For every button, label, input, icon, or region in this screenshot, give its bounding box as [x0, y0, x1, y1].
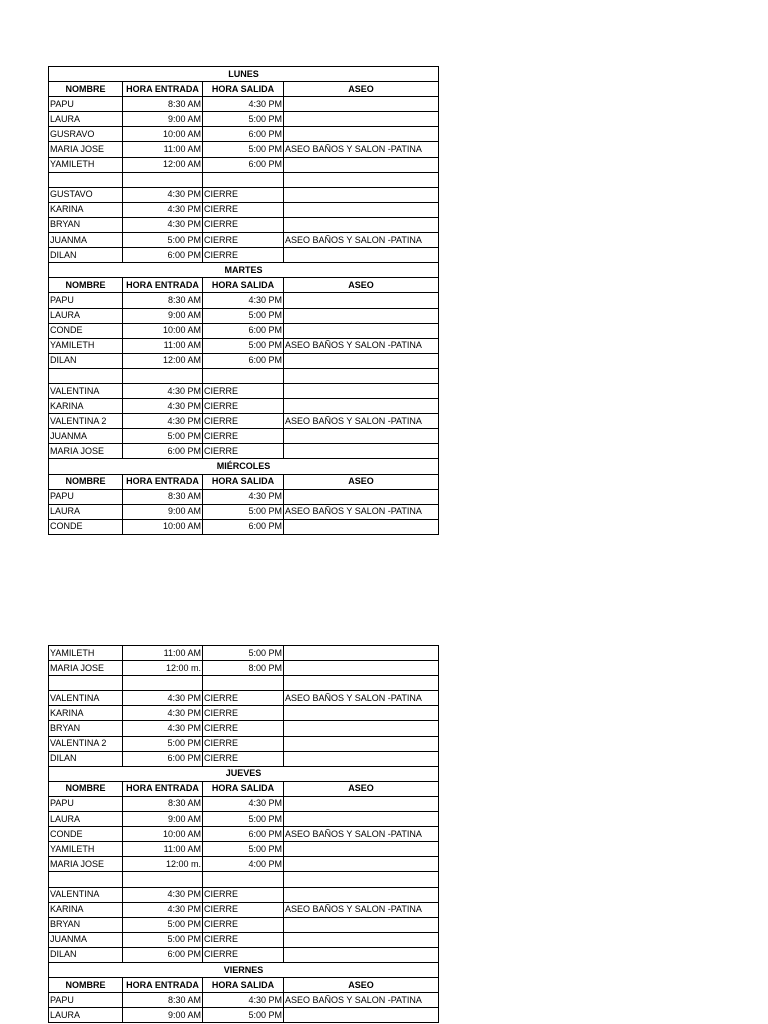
column-header-cleaning: ASEO: [284, 781, 439, 796]
day-heading-row: [49, 67, 439, 82]
column-header-name: NOMBRE: [49, 474, 123, 489]
cell-cleaning: [284, 368, 439, 383]
cell-entry-time: 8:30 AM: [123, 293, 203, 308]
cell-entry-time: 4:30 PM: [123, 721, 203, 736]
table-row: [49, 323, 439, 338]
cell-entry-time: 4:30 PM: [123, 217, 203, 232]
cell-exit-time: CIERRE: [203, 706, 284, 721]
cell-entry-time: 5:00 PM: [123, 233, 203, 248]
cell-exit-time: 5:00 PM: [203, 812, 284, 827]
table-row: [49, 751, 439, 766]
cell-name: LAURA: [49, 308, 123, 323]
cell-exit-time: 5:00 PM: [203, 1008, 284, 1023]
cell-entry-time: 5:00 PM: [123, 932, 203, 947]
cell-exit-time: CIERRE: [203, 721, 284, 736]
column-header-row: [49, 781, 439, 796]
day-heading: JUEVES: [49, 766, 439, 781]
cell-exit-time: CIERRE: [203, 187, 284, 202]
cell-name: [49, 676, 123, 691]
cell-cleaning: ASEO BAÑOS Y SALON -PATINA: [284, 233, 439, 248]
cell-name: KARINA: [49, 202, 123, 217]
column-header-cleaning: ASEO: [284, 278, 439, 293]
cell-entry-time: 9:00 AM: [123, 308, 203, 323]
table-row: [49, 293, 439, 308]
cell-exit-time: CIERRE: [203, 902, 284, 917]
cell-cleaning: [284, 127, 439, 142]
cell-exit-time: CIERRE: [203, 947, 284, 962]
cell-entry-time: [123, 172, 203, 187]
table-row: [49, 646, 439, 661]
column-header-entry-time: HORA ENTRADA: [123, 82, 203, 97]
cell-cleaning: [284, 706, 439, 721]
schedule-table-body: [49, 67, 439, 535]
cell-cleaning: [284, 248, 439, 263]
cell-entry-time: 6:00 PM: [123, 947, 203, 962]
cell-exit-time: 5:00 PM: [203, 308, 284, 323]
table-row: [49, 827, 439, 842]
column-header-cleaning: ASEO: [284, 474, 439, 489]
cell-entry-time: 9:00 AM: [123, 812, 203, 827]
table-row: [49, 112, 439, 127]
cell-entry-time: 4:30 PM: [123, 399, 203, 414]
cell-exit-time: 4:30 PM: [203, 293, 284, 308]
cell-cleaning: [284, 187, 439, 202]
table-row: [49, 383, 439, 398]
cell-entry-time: 10:00 AM: [123, 827, 203, 842]
table-row: [49, 368, 439, 383]
table-row: [49, 202, 439, 217]
cell-name: CONDE: [49, 827, 123, 842]
cell-name: YAMILETH: [49, 842, 123, 857]
table-row: [49, 353, 439, 368]
cell-exit-time: 6:00 PM: [203, 519, 284, 534]
table-row: [49, 399, 439, 414]
cell-entry-time: 4:30 PM: [123, 187, 203, 202]
table-row: [49, 414, 439, 429]
table-row: [49, 676, 439, 691]
cell-entry-time: 12:00 m.: [123, 661, 203, 676]
cell-cleaning: [284, 308, 439, 323]
table-row: [49, 857, 439, 872]
cell-name: PAPU: [49, 293, 123, 308]
column-header-exit-time: HORA SALIDA: [203, 82, 284, 97]
cell-entry-time: 4:30 PM: [123, 383, 203, 398]
schedule-table: [48, 66, 439, 535]
cell-exit-time: CIERRE: [203, 202, 284, 217]
cell-exit-time: [203, 872, 284, 887]
cell-cleaning: [284, 172, 439, 187]
cell-exit-time: CIERRE: [203, 233, 284, 248]
cell-entry-time: 5:00 PM: [123, 736, 203, 751]
column-header-exit-time: HORA SALIDA: [203, 474, 284, 489]
cell-exit-time: 5:00 PM: [203, 338, 284, 353]
cell-exit-time: 4:30 PM: [203, 489, 284, 504]
cell-cleaning: ASEO BAÑOS Y SALON -PATINA: [284, 902, 439, 917]
cell-cleaning: [284, 917, 439, 932]
table-row: [49, 444, 439, 459]
cell-name: KARINA: [49, 399, 123, 414]
cell-name: PAPU: [49, 993, 123, 1008]
cell-name: BRYAN: [49, 917, 123, 932]
cell-name: VALENTINA: [49, 383, 123, 398]
table-row: [49, 812, 439, 827]
table-row: [49, 887, 439, 902]
day-heading-row: [49, 766, 439, 781]
cell-entry-time: 5:00 PM: [123, 429, 203, 444]
cell-name: MARIA JOSE: [49, 142, 123, 157]
cell-name: JUANMA: [49, 429, 123, 444]
cell-entry-time: 8:30 AM: [123, 993, 203, 1008]
cell-exit-time: 6:00 PM: [203, 127, 284, 142]
table-row: [49, 338, 439, 353]
cell-name: MARIA JOSE: [49, 857, 123, 872]
table-row: [49, 172, 439, 187]
column-header-entry-time: HORA ENTRADA: [123, 278, 203, 293]
cell-cleaning: [284, 736, 439, 751]
cell-name: VALENTINA 2: [49, 736, 123, 751]
day-heading: LUNES: [49, 67, 439, 82]
cell-exit-time: CIERRE: [203, 691, 284, 706]
table-row: [49, 308, 439, 323]
cell-entry-time: 8:30 AM: [123, 796, 203, 811]
table-row: [49, 233, 439, 248]
column-header-entry-time: HORA ENTRADA: [123, 978, 203, 993]
cell-exit-time: CIERRE: [203, 414, 284, 429]
cell-cleaning: [284, 932, 439, 947]
cell-name: GUSRAVO: [49, 127, 123, 142]
cell-name: DILAN: [49, 248, 123, 263]
cell-cleaning: [284, 676, 439, 691]
cell-entry-time: 9:00 AM: [123, 1008, 203, 1023]
table-row: [49, 429, 439, 444]
cell-exit-time: 4:30 PM: [203, 796, 284, 811]
cell-cleaning: [284, 383, 439, 398]
cell-exit-time: 4:00 PM: [203, 857, 284, 872]
cell-entry-time: 12:00 m.: [123, 857, 203, 872]
schedule-page-1: [48, 66, 438, 535]
schedule-table-body: [49, 646, 439, 1023]
schedule-page-2: [48, 645, 438, 1023]
column-header-name: NOMBRE: [49, 978, 123, 993]
cell-name: MARIA JOSE: [49, 661, 123, 676]
cell-name: [49, 172, 123, 187]
cell-exit-time: CIERRE: [203, 399, 284, 414]
schedule-table: [48, 645, 439, 1023]
cell-name: LAURA: [49, 112, 123, 127]
cell-entry-time: 8:30 AM: [123, 489, 203, 504]
cell-name: VALENTINA: [49, 691, 123, 706]
table-row: [49, 248, 439, 263]
table-row: [49, 187, 439, 202]
column-header-row: [49, 978, 439, 993]
cell-exit-time: 5:00 PM: [203, 142, 284, 157]
day-heading-row: [49, 263, 439, 278]
cell-entry-time: 4:30 PM: [123, 902, 203, 917]
cell-entry-time: [123, 872, 203, 887]
cell-cleaning: [284, 751, 439, 766]
cell-exit-time: 6:00 PM: [203, 323, 284, 338]
cell-cleaning: [284, 157, 439, 172]
cell-entry-time: 11:00 AM: [123, 338, 203, 353]
day-heading: MARTES: [49, 263, 439, 278]
column-header-cleaning: ASEO: [284, 82, 439, 97]
cell-name: [49, 872, 123, 887]
cell-name: YAMILETH: [49, 338, 123, 353]
cell-cleaning: [284, 112, 439, 127]
cell-entry-time: 6:00 PM: [123, 248, 203, 263]
cell-cleaning: [284, 646, 439, 661]
cell-cleaning: [284, 947, 439, 962]
cell-exit-time: [203, 676, 284, 691]
cell-exit-time: 5:00 PM: [203, 646, 284, 661]
cell-name: [49, 368, 123, 383]
cell-name: LAURA: [49, 504, 123, 519]
cell-exit-time: [203, 368, 284, 383]
table-row: [49, 993, 439, 1008]
table-row: [49, 736, 439, 751]
table-row: [49, 157, 439, 172]
cell-name: YAMILETH: [49, 157, 123, 172]
cell-exit-time: CIERRE: [203, 736, 284, 751]
cell-entry-time: 12:00 AM: [123, 353, 203, 368]
table-row: [49, 796, 439, 811]
cell-cleaning: [284, 887, 439, 902]
cell-cleaning: ASEO BAÑOS Y SALON -PATINA: [284, 142, 439, 157]
column-header-exit-time: HORA SALIDA: [203, 781, 284, 796]
cell-cleaning: ASEO BAÑOS Y SALON -PATINA: [284, 691, 439, 706]
cell-entry-time: 11:00 AM: [123, 646, 203, 661]
cell-name: PAPU: [49, 489, 123, 504]
cell-name: VALENTINA: [49, 887, 123, 902]
cell-entry-time: 4:30 PM: [123, 887, 203, 902]
cell-cleaning: [284, 842, 439, 857]
column-header-exit-time: HORA SALIDA: [203, 278, 284, 293]
column-header-entry-time: HORA ENTRADA: [123, 474, 203, 489]
cell-cleaning: [284, 353, 439, 368]
cell-cleaning: [284, 519, 439, 534]
cell-exit-time: CIERRE: [203, 751, 284, 766]
cell-cleaning: ASEO BAÑOS Y SALON -PATINA: [284, 504, 439, 519]
column-header-entry-time: HORA ENTRADA: [123, 781, 203, 796]
table-row: [49, 872, 439, 887]
column-header-row: [49, 278, 439, 293]
cell-exit-time: 8:00 PM: [203, 661, 284, 676]
cell-entry-time: 9:00 AM: [123, 112, 203, 127]
table-row: [49, 917, 439, 932]
cell-cleaning: [284, 1008, 439, 1023]
cell-exit-time: 6:00 PM: [203, 827, 284, 842]
column-header-name: NOMBRE: [49, 781, 123, 796]
cell-cleaning: [284, 489, 439, 504]
table-row: [49, 489, 439, 504]
cell-entry-time: 4:30 PM: [123, 691, 203, 706]
cell-name: PAPU: [49, 97, 123, 112]
cell-exit-time: 6:00 PM: [203, 157, 284, 172]
cell-cleaning: [284, 721, 439, 736]
cell-name: KARINA: [49, 902, 123, 917]
table-row: [49, 691, 439, 706]
cell-name: MARIA JOSE: [49, 444, 123, 459]
cell-exit-time: CIERRE: [203, 444, 284, 459]
cell-exit-time: CIERRE: [203, 932, 284, 947]
table-row: [49, 661, 439, 676]
cell-exit-time: 5:00 PM: [203, 504, 284, 519]
cell-name: DILAN: [49, 751, 123, 766]
cell-cleaning: ASEO BAÑOS Y SALON -PATINA: [284, 827, 439, 842]
cell-entry-time: 11:00 AM: [123, 842, 203, 857]
cell-cleaning: ASEO BAÑOS Y SALON -PATINA: [284, 993, 439, 1008]
table-row: [49, 127, 439, 142]
column-header-name: NOMBRE: [49, 82, 123, 97]
cell-entry-time: 4:30 PM: [123, 706, 203, 721]
column-header-cleaning: ASEO: [284, 978, 439, 993]
cell-cleaning: [284, 444, 439, 459]
cell-entry-time: 4:30 PM: [123, 202, 203, 217]
column-header-exit-time: HORA SALIDA: [203, 978, 284, 993]
table-row: [49, 142, 439, 157]
cell-entry-time: 8:30 AM: [123, 97, 203, 112]
cell-name: LAURA: [49, 1008, 123, 1023]
column-header-row: [49, 82, 439, 97]
table-row: [49, 947, 439, 962]
cell-exit-time: 5:00 PM: [203, 112, 284, 127]
cell-name: DILAN: [49, 947, 123, 962]
cell-cleaning: [284, 399, 439, 414]
cell-cleaning: [284, 812, 439, 827]
cell-name: JUANMA: [49, 233, 123, 248]
cell-exit-time: CIERRE: [203, 887, 284, 902]
cell-name: DILAN: [49, 353, 123, 368]
cell-entry-time: [123, 676, 203, 691]
cell-entry-time: 10:00 AM: [123, 323, 203, 338]
cell-name: YAMILETH: [49, 646, 123, 661]
cell-cleaning: [284, 97, 439, 112]
cell-name: PAPU: [49, 796, 123, 811]
cell-name: KARINA: [49, 706, 123, 721]
cell-cleaning: [284, 217, 439, 232]
cell-name: GUSTAVO: [49, 187, 123, 202]
day-heading: VIERNES: [49, 962, 439, 977]
cell-exit-time: 4:30 PM: [203, 97, 284, 112]
table-row: [49, 217, 439, 232]
cell-exit-time: CIERRE: [203, 217, 284, 232]
cell-cleaning: [284, 796, 439, 811]
cell-exit-time: 6:00 PM: [203, 353, 284, 368]
cell-exit-time: 5:00 PM: [203, 842, 284, 857]
cell-cleaning: [284, 661, 439, 676]
cell-exit-time: 4:30 PM: [203, 993, 284, 1008]
day-heading-row: [49, 459, 439, 474]
cell-cleaning: ASEO BAÑOS Y SALON -PATINA: [284, 338, 439, 353]
cell-name: CONDE: [49, 519, 123, 534]
cell-cleaning: [284, 293, 439, 308]
table-row: [49, 932, 439, 947]
cell-exit-time: CIERRE: [203, 429, 284, 444]
table-row: [49, 842, 439, 857]
column-header-name: NOMBRE: [49, 278, 123, 293]
cell-name: CONDE: [49, 323, 123, 338]
cell-name: LAURA: [49, 812, 123, 827]
table-row: [49, 519, 439, 534]
cell-name: BRYAN: [49, 217, 123, 232]
table-row: [49, 721, 439, 736]
cell-entry-time: 10:00 AM: [123, 519, 203, 534]
table-row: [49, 902, 439, 917]
cell-exit-time: CIERRE: [203, 383, 284, 398]
cell-cleaning: [284, 872, 439, 887]
table-row: [49, 97, 439, 112]
cell-cleaning: [284, 857, 439, 872]
table-row: [49, 706, 439, 721]
column-header-row: [49, 474, 439, 489]
cell-exit-time: CIERRE: [203, 917, 284, 932]
cell-entry-time: 11:00 AM: [123, 142, 203, 157]
cell-exit-time: [203, 172, 284, 187]
cell-entry-time: 9:00 AM: [123, 504, 203, 519]
cell-entry-time: [123, 368, 203, 383]
cell-name: JUANMA: [49, 932, 123, 947]
cell-entry-time: 10:00 AM: [123, 127, 203, 142]
cell-entry-time: 12:00 AM: [123, 157, 203, 172]
table-row: [49, 504, 439, 519]
cell-entry-time: 6:00 PM: [123, 751, 203, 766]
cell-entry-time: 5:00 PM: [123, 917, 203, 932]
cell-exit-time: CIERRE: [203, 248, 284, 263]
cell-entry-time: 4:30 PM: [123, 414, 203, 429]
day-heading-row: [49, 962, 439, 977]
cell-name: BRYAN: [49, 721, 123, 736]
table-row: [49, 1008, 439, 1023]
cell-cleaning: ASEO BAÑOS Y SALON -PATINA: [284, 414, 439, 429]
cell-cleaning: [284, 323, 439, 338]
cell-cleaning: [284, 202, 439, 217]
day-heading: MIÉRCOLES: [49, 459, 439, 474]
cell-entry-time: 6:00 PM: [123, 444, 203, 459]
cell-cleaning: [284, 429, 439, 444]
cell-name: VALENTINA 2: [49, 414, 123, 429]
